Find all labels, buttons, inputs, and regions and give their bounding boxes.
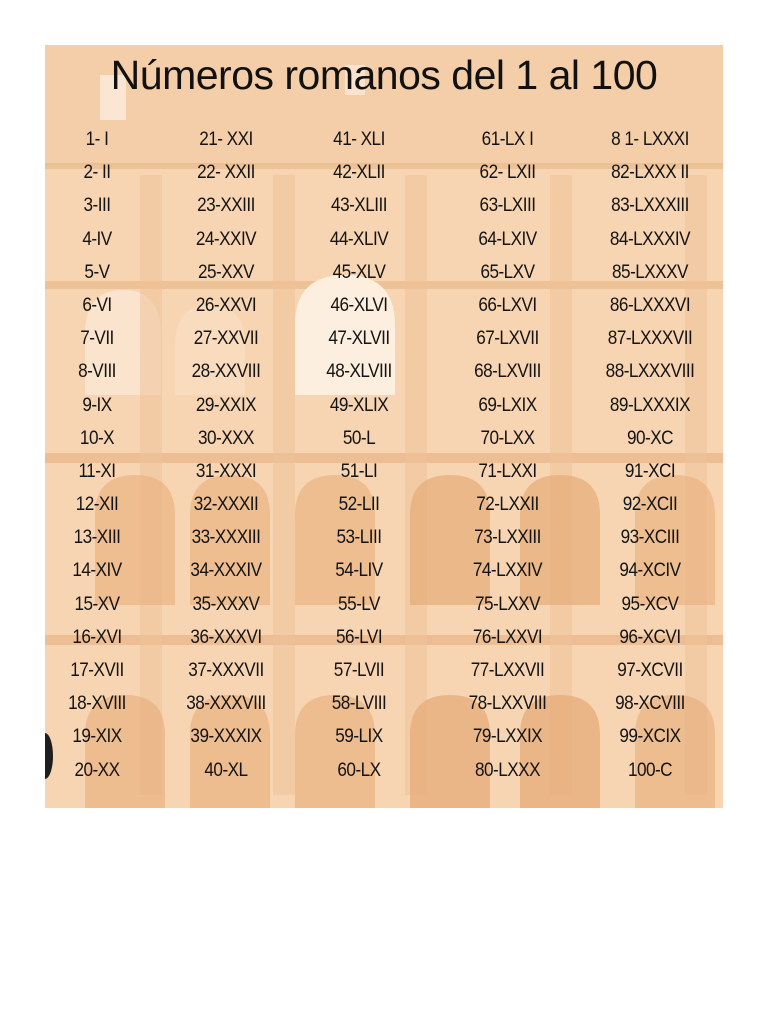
roman-numerals-poster <box>45 45 723 808</box>
column-1-20 <box>45 123 149 793</box>
numeral-cell: 22- XXII <box>197 161 255 184</box>
numeral-cell: 51-LI <box>340 459 378 482</box>
numeral-cell: 36-XXXVI <box>190 625 262 648</box>
numeral-cell: 88-LXXXVIII <box>605 360 695 383</box>
numeral-cell: 18-XVIII <box>68 692 126 715</box>
numeral-cell: 94-XCIV <box>619 559 681 582</box>
numeral-cell: 75-LXXV <box>474 592 540 615</box>
numeral-cell: 100-C <box>627 758 673 781</box>
numeral-cell: 99-XCIX <box>619 725 681 748</box>
numeral-cell: 87-LXXXVII <box>607 327 693 350</box>
numeral-cell: 90-XC <box>626 426 674 449</box>
numeral-cell: 8-VIII <box>78 360 116 383</box>
numeral-cell: 58-LVIII <box>331 692 387 715</box>
numeral-cell: 34-XXXIV <box>190 559 262 582</box>
column-21-40 <box>163 123 289 793</box>
numeral-cell: 7-VII <box>80 327 114 350</box>
numeral-cell: 84-LXXXIV <box>609 227 691 250</box>
column-61-80 <box>440 123 575 793</box>
numeral-cell: 77-LXXVII <box>470 659 545 681</box>
numeral-cell: 14-XIV <box>72 559 122 582</box>
numeral-cell: 35-XXXV <box>192 592 260 615</box>
edge-shadow <box>37 733 53 779</box>
numeral-cell: 56-LVI <box>335 625 383 648</box>
numeral-cell: 12-XII <box>75 493 119 516</box>
numeral-cell: 89-LXXXIX <box>609 393 691 416</box>
numeral-cell: 96-XCVI <box>619 625 681 648</box>
numeral-cell: 49-XLIX <box>329 393 389 416</box>
numeral-cell: 3-III <box>83 194 111 217</box>
numeral-cell: 16-XVI <box>72 625 122 648</box>
numeral-cell: 61-LX I <box>481 128 534 150</box>
numeral-cell: 10-X <box>79 426 115 449</box>
numeral-cell: 91-XCI <box>624 459 676 482</box>
numeral-cell: 4-IV <box>82 227 112 250</box>
numeral-cell: 44-XLIV <box>329 227 389 250</box>
numeral-cell: 69-LXIX <box>478 393 537 416</box>
numeral-cell: 15-XV <box>74 592 120 615</box>
numeral-cell: 92-XCII <box>622 493 678 516</box>
numeral-cell: 8 1- LXXXI <box>611 128 689 150</box>
numeral-cell: 98-XCVIII <box>615 692 685 715</box>
numeral-cell: 6-VI <box>82 293 112 316</box>
numeral-cell: 66-LXVI <box>478 293 537 316</box>
numeral-cell: 20-XX <box>74 758 120 781</box>
numeral-cell: 79-LXXIX <box>472 725 543 748</box>
numeral-cell: 71-LXXI <box>478 459 537 482</box>
numeral-cell: 30-XXX <box>198 426 254 449</box>
numeral-cell: 67-LXVII <box>476 327 539 350</box>
numeral-cell: 95-XCV <box>621 592 679 615</box>
numeral-cell: 53-LIII <box>336 526 382 549</box>
numeral-cell: 26-XXVI <box>195 293 257 316</box>
numeral-cell: 62- LXII <box>479 161 536 184</box>
numeral-cell: 32-XXXII <box>193 493 259 516</box>
numeral-cell: 57-LVII <box>333 659 385 681</box>
roman-numerals-table <box>45 123 723 793</box>
numeral-cell: 63-LXIII <box>479 194 536 217</box>
numeral-cell: 5-V <box>84 260 110 283</box>
numeral-cell: 31-XXXI <box>195 459 257 482</box>
column-81-100 <box>586 123 714 793</box>
numeral-cell: 40-XL <box>204 758 248 781</box>
numeral-cell: 54-LIV <box>335 559 383 582</box>
numeral-cell: 72-LXXII <box>476 493 539 516</box>
numeral-cell: 24-XXIV <box>195 227 257 250</box>
numeral-cell: 25-XXV <box>198 260 254 283</box>
numeral-cell: 73-LXXIII <box>474 526 541 549</box>
numeral-cell: 65-LXV <box>480 260 535 283</box>
numeral-cell: 59-LIX <box>335 725 383 748</box>
numeral-cell: 76-LXXVI <box>472 625 543 648</box>
numeral-cell: 33-XXXIII <box>191 526 261 549</box>
numeral-cell: 52-LII <box>338 493 380 516</box>
numeral-cell: 43-XLIII <box>331 194 387 217</box>
numeral-cell: 86-LXXXVI <box>609 293 691 316</box>
numeral-cell: 23-XXIII <box>197 194 255 217</box>
numeral-cell: 85-LXXXV <box>612 260 688 283</box>
numeral-cell: 47-XLVII <box>328 327 390 350</box>
numeral-cell: 70-LXX <box>480 426 535 449</box>
numeral-cell: 64-LXIV <box>478 227 537 250</box>
numeral-cell: 9-IX <box>82 393 112 416</box>
numeral-cell: 17-XVII <box>70 659 124 681</box>
numeral-cell: 13-XIII <box>73 526 121 549</box>
numeral-cell: 82-LXXX II <box>611 161 689 184</box>
numeral-cell: 21- XXI <box>199 128 253 150</box>
numeral-cell: 55-LV <box>338 592 380 615</box>
numeral-cell: 11-XI <box>78 459 116 482</box>
numeral-cell: 60-LX <box>337 758 381 781</box>
numeral-cell: 48-XLVIII <box>326 360 392 383</box>
numeral-cell: 1- I <box>85 128 109 150</box>
numeral-cell: 42-XLII <box>333 161 385 184</box>
numeral-cell: 2- II <box>83 161 111 184</box>
column-41-60 <box>297 123 421 793</box>
numeral-cell: 68-LXVIII <box>474 360 541 383</box>
numeral-cell: 45-XLV <box>332 260 386 283</box>
numeral-cell: 78-LXXVIII <box>468 692 547 715</box>
numeral-cell: 29-XXIX <box>195 393 257 416</box>
numeral-cell: 41- XLI <box>333 128 385 150</box>
numeral-cell: 38-XXXVIII <box>186 692 266 715</box>
numeral-cell: 39-XXXIX <box>190 725 262 748</box>
numeral-cell: 27-XXVII <box>193 327 259 350</box>
numeral-cell: 93-XCIII <box>620 526 680 549</box>
numeral-cell: 80-LXXX <box>474 758 540 781</box>
numeral-cell: 83-LXXXIII <box>611 194 689 217</box>
numeral-cell: 97-XCVII <box>617 659 683 681</box>
numeral-cell: 46-XLVI <box>330 293 388 316</box>
numeral-cell: 74-LXXIV <box>472 559 543 582</box>
numeral-cell: 28-XXVIII <box>191 360 261 383</box>
numeral-cell: 37-XXXVII <box>188 659 264 681</box>
poster-title: Números romanos del 1 al 100 <box>110 52 658 98</box>
numeral-cell: 19-XIX <box>72 725 122 748</box>
numeral-cell: 50-L <box>342 426 376 449</box>
